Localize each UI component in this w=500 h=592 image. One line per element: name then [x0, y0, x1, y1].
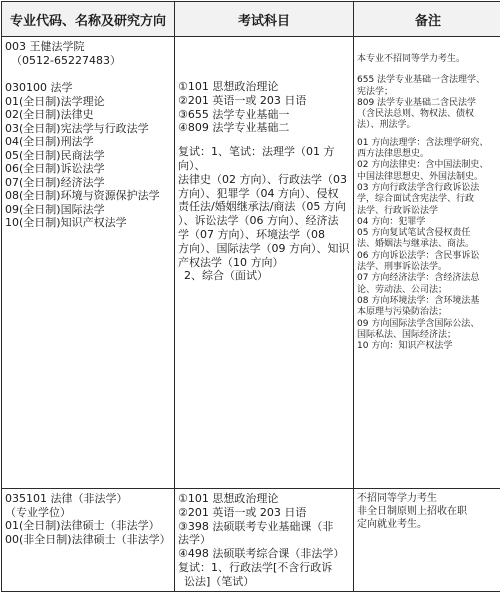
retest-line: 2、综合（面试）	[178, 269, 351, 283]
direction-item: 06(全日制)诉讼法学	[5, 162, 172, 176]
remark-line: 西方法律思想史。	[357, 149, 500, 160]
retest-line: 方向）、犯罪学（04 方向）、侵权	[178, 187, 351, 201]
retest-line: 方向）、国际法学（09 方向）、知识	[178, 242, 351, 256]
remark-line: 法、婚姻法与继承法、商法。	[357, 239, 500, 250]
table-row	[2, 489, 500, 592]
remark-line: 10 方向：知识产权法学	[357, 341, 500, 352]
exam-item: ②201 英语一或 203 日语	[178, 94, 351, 108]
retest-line: 复试：1、笔试：法理学（01 方向）、	[178, 145, 351, 173]
direction-item: 01(全日制)法律硕士（非法学）	[5, 519, 172, 533]
direction-item: 03(全日制)宪法学与行政法学	[5, 122, 172, 136]
remarks-cell	[354, 489, 500, 592]
direction-item: 01(全日制)法学理论	[5, 95, 172, 109]
admission-table	[1, 1, 500, 592]
remark-line: 07 方向经济法学：含经济法总	[357, 273, 500, 284]
direction-item: 07(全日制)经济法学	[5, 176, 172, 190]
retest-line: 学（07 方向）、环境法学（08	[178, 228, 351, 242]
exam-item: ④498 法硕联考综合课（非法学）	[178, 547, 351, 561]
remark-line: 宪法学；	[357, 87, 500, 98]
remark-line: （含民法总则、物权法、债权	[357, 109, 500, 120]
remark-line: 本专业不招同等学力考生。	[357, 54, 500, 65]
remark-line: 国际私法、国际经济法；	[357, 330, 500, 341]
exam-cell	[175, 489, 354, 592]
remark-line: 04 方向：犯罪学	[357, 217, 500, 228]
major-cell	[2, 489, 175, 592]
remark-line: 06 方向诉讼法学：含民事诉讼	[357, 251, 500, 262]
exam-item: ③655 法学专业基础一	[178, 108, 351, 122]
retest-line: ）、诉讼法学（06 方向）、经济法	[178, 214, 351, 228]
remark-line: 不招同等学力考生	[357, 492, 500, 505]
exam-item: ①101 思想政治理论	[178, 80, 351, 94]
exam-cell	[175, 37, 354, 489]
major-title: 030100 法学	[5, 81, 172, 95]
school-phone: （0512-65227483）	[5, 54, 172, 68]
school-name: 003 王健法学院	[5, 40, 172, 54]
direction-item: 00(非全日制)法律硕士（非法学）	[5, 533, 172, 547]
remark-line: 08 方向环境法学：含环境法基	[357, 296, 500, 307]
direction-item: 04(全日制)刑法学	[5, 135, 172, 149]
retest-line: 产权法学（10 方向）	[178, 256, 351, 270]
remark-line: 05 方向复试笔试含侵权责任	[357, 228, 500, 239]
direction-item: 10(全日制)知识产权法学	[5, 216, 172, 230]
remark-line: 非全日制原则上招收在职	[357, 505, 500, 518]
degree-type: （专业学位）	[5, 506, 172, 520]
table-header-row	[2, 2, 500, 37]
remark-line: 本原理与污染防治法；	[357, 307, 500, 318]
remarks-cell	[354, 37, 500, 489]
exam-item: ③398 法硕联考专业基础课（非	[178, 520, 351, 534]
direction-item: 08(全日制)环境与资源保护法学	[5, 189, 172, 203]
remark-line: 论、劳动法、公司法；	[357, 285, 500, 296]
retest-line: 责任法/婚姻继承法/商法（05 方向	[178, 200, 351, 214]
major-title: 035101 法律（非法学）	[5, 492, 172, 506]
direction-item: 09(全日制)国际法学	[5, 203, 172, 217]
remark-line: 中国法律思想史、外国法制史。	[357, 172, 500, 183]
exam-item: ②201 英语一或 203 日语	[178, 506, 351, 520]
direction-item: 05(全日制)民商法学	[5, 149, 172, 163]
header-remarks: 备注	[354, 2, 500, 37]
header-exam-subjects: 考试科目	[175, 2, 354, 37]
table-row	[2, 37, 500, 489]
remark-line: 学，综合面试含宪法学、行政	[357, 194, 500, 205]
remark-line: 01 方向法理学：含法理学研究、	[357, 138, 500, 149]
remark-line: 809 法学专业基础二含民法学	[357, 98, 500, 109]
retest-line: 法律史（02 方向）、行政法学（03	[178, 173, 351, 187]
retest-line: 复试：1、行政法学[不含行政诉	[178, 561, 351, 575]
retest-line: 讼法]（笔试）	[178, 575, 351, 589]
exam-item: ④809 法学专业基础二	[178, 121, 351, 135]
remark-line: 法学、行政诉讼法学	[357, 206, 500, 217]
exam-item: 法学）	[178, 533, 351, 547]
remark-line: 02 方向法律史：含中国法制史、	[357, 160, 500, 171]
remark-line: 法）、刑法学。	[357, 120, 500, 131]
remark-line: 09 方向国际法学含国际公法、	[357, 319, 500, 330]
header-major: 专业代码、名称及研究方向	[2, 2, 175, 37]
remark-line: 03 方向行政法学含行政诉讼法	[357, 183, 500, 194]
major-cell	[2, 37, 175, 489]
remark-line: 655 法学专业基础一含法理学、	[357, 75, 500, 86]
exam-item: ①101 思想政治理论	[178, 492, 351, 506]
remark-line: 法学、刑事诉讼法学。	[357, 262, 500, 273]
remark-line: 定向就业考生。	[357, 518, 500, 531]
direction-item: 02(全日制)法律史	[5, 108, 172, 122]
